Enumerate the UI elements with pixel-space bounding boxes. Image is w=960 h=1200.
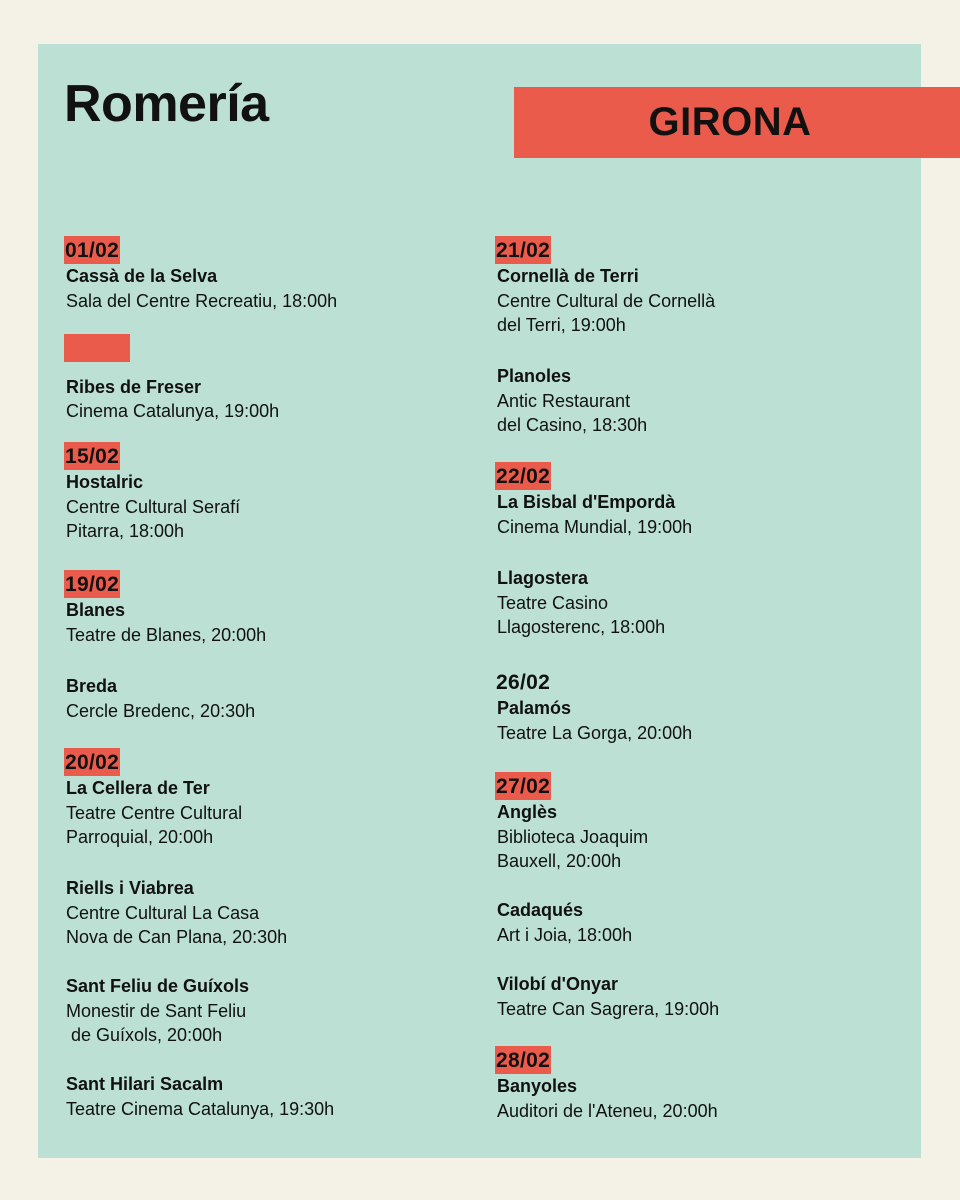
event-town: La Bisbal d'Empordà — [497, 492, 676, 512]
event-town: Hostalric — [66, 472, 144, 492]
event-item — [66, 674, 255, 723]
event-venue: Auditori de l'Ateneu, 20:00h — [497, 1100, 718, 1121]
event-venue: Monestir de Sant Feliu de Guíxols, 20:00h — [66, 1000, 247, 1045]
event-venue: Centre Cultural de Cornellà del Terri, 19:00h — [497, 290, 716, 335]
event-item — [66, 570, 266, 647]
event-date: 01/02 — [64, 236, 120, 264]
event-item — [497, 462, 692, 539]
event-date: 27/02 — [495, 772, 551, 800]
event-item — [497, 668, 692, 745]
event-venue: Biblioteca Joaquim Bauxell, 20:00h — [497, 826, 649, 871]
event-date: 22/02 — [495, 462, 551, 490]
event-town: Blanes — [66, 600, 126, 620]
event-town: Riells i Viabrea — [66, 878, 194, 898]
event-item — [497, 972, 719, 1021]
event-venue: Cinema Mundial, 19:00h — [497, 516, 693, 537]
event-town: Sant Feliu de Guíxols — [66, 976, 250, 996]
region-banner — [514, 87, 960, 158]
event-town: Palamós — [497, 698, 572, 718]
event-venue: Antic Restaurant del Casino, 18:30h — [497, 390, 648, 435]
event-town: Cornellà de Terri — [497, 266, 639, 286]
event-town: Llagostera — [497, 568, 589, 588]
event-item — [66, 334, 279, 424]
event-town: La Cellera de Ter — [66, 778, 210, 798]
event-venue: Sala del Centre Recreatiu, 18:00h — [66, 290, 338, 311]
region-label: GIRONA — [648, 100, 812, 144]
event-date — [64, 334, 130, 362]
event-item — [66, 1072, 334, 1121]
event-item — [497, 364, 647, 438]
event-item — [66, 236, 337, 313]
page-title: Romería — [64, 75, 269, 133]
event-item — [497, 236, 715, 338]
event-venue: Teatre Centre Cultural Parroquial, 20:00h — [66, 802, 243, 847]
event-venue: Teatre Can Sagrera, 19:00h — [497, 998, 720, 1019]
event-venue: Cercle Bredenc, 20:30h — [66, 700, 256, 721]
event-venue: Centre Cultural Serafí Pitarra, 18:00h — [66, 496, 241, 541]
event-item — [497, 898, 632, 947]
event-town: Ribes de Freser — [66, 376, 202, 397]
event-venue: Art i Joia, 18:00h — [497, 924, 633, 945]
event-venue: Centre Cultural La Casa Nova de Can Plana, 20:30h — [66, 902, 288, 947]
event-town: Anglès — [497, 802, 558, 822]
event-item — [497, 1046, 718, 1123]
event-town: Breda — [66, 676, 118, 696]
event-town: Banyoles — [497, 1076, 578, 1096]
event-item — [497, 566, 665, 640]
event-date: 28/02 — [495, 1046, 551, 1074]
event-date: 26/02 — [496, 671, 551, 694]
event-venue: Teatre de Blanes, 20:00h — [66, 624, 267, 645]
event-date: 19/02 — [64, 570, 120, 598]
event-venue: Teatre Cinema Catalunya, 19:30h — [66, 1098, 335, 1119]
event-item — [66, 442, 240, 544]
event-item — [66, 974, 249, 1048]
event-date: 21/02 — [495, 236, 551, 264]
event-item — [66, 876, 287, 950]
event-venue: Teatre La Gorga, 20:00h — [497, 722, 693, 743]
event-date: 20/02 — [64, 748, 120, 776]
event-item — [66, 748, 242, 850]
event-venue: Cinema Catalunya, 19:00h — [66, 401, 280, 421]
event-venue: Teatre Casino Llagosterenc, 18:00h — [497, 592, 666, 637]
event-town: Sant Hilari Sacalm — [66, 1074, 224, 1094]
event-date: 15/02 — [64, 442, 120, 470]
event-town: Cassà de la Selva — [66, 266, 218, 286]
event-town: Cadaqués — [497, 900, 584, 920]
event-town: Vilobí d'Onyar — [497, 974, 618, 994]
event-town: Planoles — [497, 366, 572, 386]
event-item — [497, 772, 648, 874]
